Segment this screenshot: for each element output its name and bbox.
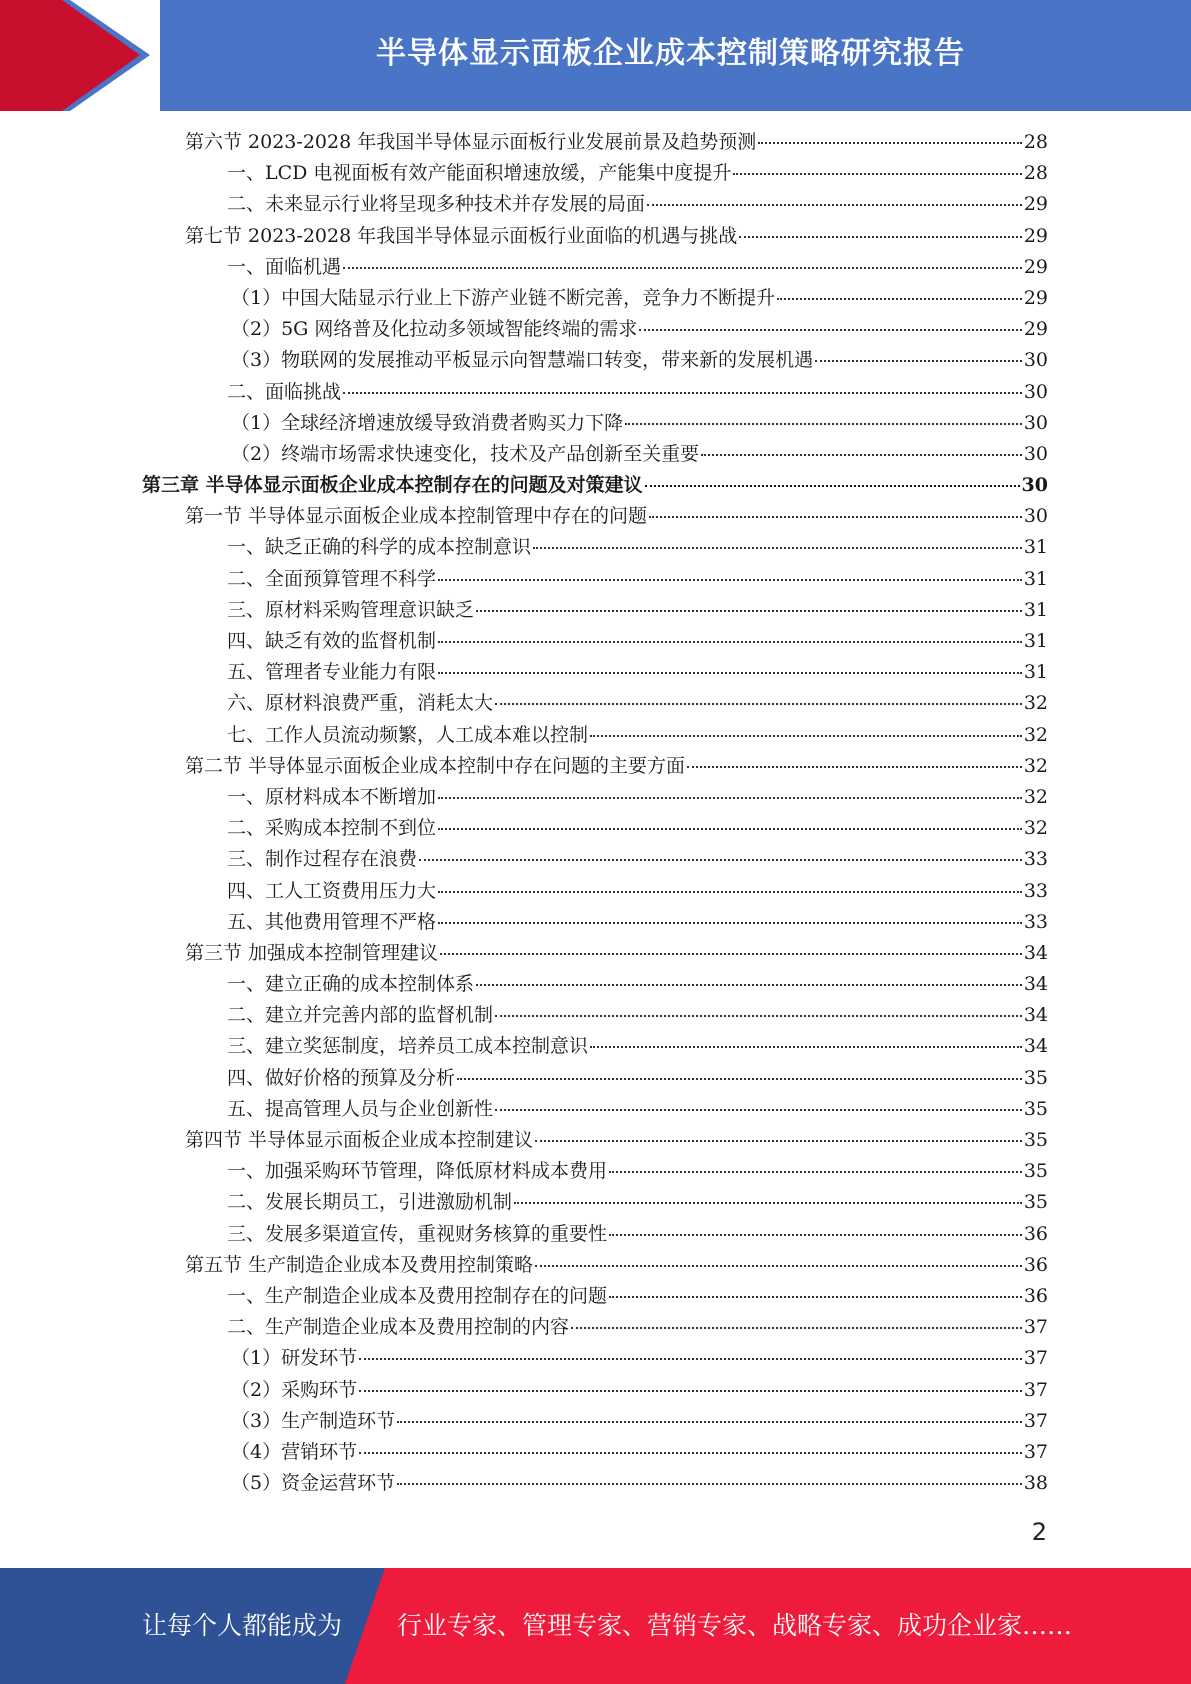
toc-entry-title: （5）资金运营环节 — [231, 1472, 396, 1495]
toc-entry-page: 28 — [1023, 162, 1048, 185]
toc-entry-page: 37 — [1023, 1378, 1048, 1401]
toc-entry-title: 二、全面预算管理不科学 — [227, 567, 437, 590]
toc-entry-title: 二、未来显示行业将呈现多种技术并存发展的局面 — [227, 193, 646, 216]
footer-slogan-right: 行业专家、管理专家、营销专家、战略专家、成功企业家…… — [397, 1611, 1073, 1640]
toc-dot-leader — [625, 422, 1022, 425]
toc-entry-page: 30 — [1023, 442, 1048, 465]
toc-entry-page: 30 — [1021, 474, 1048, 497]
toc-dot-leader — [758, 141, 1022, 144]
toc-entry-title: 第三节 加强成本控制管理建议 — [185, 941, 439, 964]
toc-dot-leader — [647, 203, 1022, 206]
toc-entry-page: 30 — [1023, 505, 1048, 528]
toc-entry-page: 34 — [1023, 973, 1048, 996]
toc-entry-page: 31 — [1023, 598, 1048, 621]
toc-entry[interactable] — [142, 127, 1048, 158]
toc-entry-page: 32 — [1023, 817, 1048, 840]
toc-dot-leader — [476, 609, 1022, 612]
toc-entry[interactable] — [142, 314, 1048, 345]
toc-entry-title: （2）5G 网络普及化拉动多领域智能终端的需求 — [231, 318, 638, 341]
toc-entry-title: 二、发展长期员工，引进激励机制 — [227, 1191, 513, 1214]
table-of-contents — [142, 127, 1048, 1499]
toc-dot-leader — [438, 921, 1022, 924]
toc-entry-title: （1）全球经济增速放缓导致消费者购买力下降 — [231, 411, 624, 434]
toc-dot-leader — [438, 827, 1022, 830]
toc-entry-page: 31 — [1023, 661, 1048, 684]
toc-entry[interactable] — [142, 751, 1048, 782]
toc-entry-page: 29 — [1023, 286, 1048, 309]
toc-entry[interactable] — [142, 501, 1048, 532]
toc-entry-page: 34 — [1023, 1004, 1048, 1027]
toc-entry-title: 三、原材料采购管理意识缺乏 — [227, 598, 475, 621]
toc-entry-page: 34 — [1023, 941, 1048, 964]
toc-entry-page: 29 — [1023, 193, 1048, 216]
toc-entry-title: 第五节 生产制造企业成本及费用控制策略 — [185, 1253, 534, 1276]
toc-entry-title: 第一节 半导体显示面板企业成本控制管理中存在的问题 — [185, 505, 648, 528]
toc-entry-title: （3）物联网的发展推动平板显示向智慧端口转变，带来新的发展机遇 — [231, 349, 814, 372]
toc-entry-title: （2）采购环节 — [231, 1378, 358, 1401]
toc-entry[interactable] — [142, 221, 1048, 252]
toc-dot-leader — [535, 1264, 1022, 1267]
toc-dot-leader — [419, 858, 1022, 861]
toc-entry-title: 一、面临机遇 — [227, 255, 342, 278]
toc-entry[interactable] — [142, 657, 1048, 688]
toc-entry-page: 35 — [1023, 1160, 1048, 1183]
toc-entry-page: 32 — [1023, 785, 1048, 808]
toc-entry-title: 六、原材料浪费严重，消耗太大 — [227, 692, 494, 715]
toc-entry-title: 四、缺乏有效的监督机制 — [227, 630, 437, 652]
toc-entry-page: 32 — [1023, 692, 1048, 715]
toc-entry-page: 36 — [1023, 1253, 1048, 1276]
toc-entry[interactable] — [142, 1000, 1048, 1031]
toc-entry[interactable] — [142, 1156, 1048, 1187]
toc-dot-leader — [535, 1139, 1022, 1142]
toc-dot-leader — [687, 765, 1022, 768]
toc-dot-leader — [438, 671, 1022, 674]
toc-dot-leader — [590, 734, 1022, 737]
toc-entry[interactable] — [142, 1468, 1048, 1499]
toc-dot-leader — [733, 172, 1021, 175]
toc-entry[interactable] — [142, 1031, 1048, 1062]
toc-entry-page: 29 — [1023, 255, 1048, 278]
toc-dot-leader — [645, 484, 1020, 487]
toc-entry-page: 37 — [1023, 1316, 1048, 1339]
toc-entry-title: 五、管理者专业能力有限 — [227, 661, 437, 684]
toc-dot-leader — [476, 983, 1022, 986]
toc-entry-title: 五、提高管理人员与企业创新性 — [227, 1097, 494, 1120]
toc-entry[interactable] — [142, 1406, 1048, 1437]
toc-entry[interactable] — [142, 1187, 1048, 1218]
toc-dot-leader — [514, 1201, 1022, 1204]
toc-entry[interactable] — [142, 876, 1048, 907]
toc-entry[interactable] — [142, 283, 1048, 314]
toc-entry-title: 一、生产制造企业成本及费用控制存在的问题 — [227, 1284, 608, 1307]
toc-entry[interactable] — [142, 158, 1048, 189]
toc-entry-page: 32 — [1023, 754, 1048, 777]
report-header — [0, 0, 1191, 111]
toc-entry-title: （1）中国大陆显示行业上下游产业链不断完善，竞争力不断提升 — [231, 286, 776, 309]
toc-entry-title: 第四节 半导体显示面板企业成本控制建议 — [185, 1129, 534, 1151]
page-number: 2 — [1031, 1518, 1047, 1546]
toc-dot-leader — [649, 515, 1022, 518]
toc-entry-title: 一、缺乏正确的科学的成本控制意识 — [227, 536, 532, 559]
toc-entry-title: 一、原材料成本不断增加 — [227, 785, 437, 808]
toc-dot-leader — [701, 453, 1022, 456]
toc-dot-leader — [495, 702, 1022, 705]
toc-entry-title: （1）研发环节 — [231, 1347, 358, 1370]
toc-entry-page: 37 — [1023, 1347, 1048, 1370]
toc-dot-leader — [609, 1170, 1022, 1173]
toc-entry-page: 38 — [1023, 1472, 1048, 1495]
toc-entry-page: 35 — [1023, 1097, 1048, 1120]
toc-entry[interactable] — [142, 1343, 1048, 1374]
toc-entry[interactable] — [142, 1219, 1048, 1250]
toc-entry[interactable] — [142, 252, 1048, 283]
toc-entry-title: 四、做好价格的预算及分析 — [227, 1066, 456, 1089]
toc-entry-title: 第七节 2023-2028 年我国半导体显示面板行业面临的机遇与挑战 — [185, 224, 738, 247]
toc-entry[interactable] — [142, 844, 1048, 875]
toc-entry[interactable] — [142, 470, 1048, 501]
toc-entry-page: 29 — [1023, 224, 1048, 247]
toc-entry-title: 四、工人工资费用压力大 — [227, 879, 437, 902]
toc-entry[interactable] — [142, 813, 1048, 844]
toc-dot-leader — [777, 297, 1022, 300]
toc-entry[interactable] — [142, 782, 1048, 813]
toc-entry[interactable] — [142, 1312, 1048, 1343]
toc-entry-title: （3）生产制造环节 — [231, 1409, 396, 1432]
toc-entry[interactable] — [142, 688, 1048, 719]
toc-entry-title: 一、LCD 电视面板有效产能面积增速放缓，产能集中度提升 — [227, 162, 732, 185]
toc-entry-title: 三、制作过程存在浪费 — [227, 848, 418, 871]
toc-dot-leader — [609, 1233, 1022, 1236]
toc-entry-page: 28 — [1023, 131, 1048, 153]
toc-dot-leader — [495, 1014, 1022, 1017]
toc-entry[interactable] — [142, 1437, 1048, 1468]
toc-entry[interactable] — [142, 938, 1048, 969]
toc-dot-leader — [438, 796, 1022, 799]
toc-entry[interactable] — [142, 595, 1048, 626]
toc-dot-leader — [343, 391, 1022, 394]
toc-entry[interactable] — [142, 532, 1048, 563]
report-title: 半导体显示面板企业成本控制策略研究报告 — [376, 36, 965, 71]
toc-entry-title: 二、采购成本控制不到位 — [227, 817, 437, 840]
toc-dot-leader — [533, 546, 1022, 549]
toc-entry[interactable] — [142, 907, 1048, 938]
toc-entry-page: 35 — [1023, 1129, 1048, 1151]
toc-entry-page: 33 — [1023, 910, 1048, 933]
toc-entry-title: 第三章 半导体显示面板企业成本控制存在的问题及对策建议 — [142, 474, 643, 497]
toc-entry-title: 一、建立正确的成本控制体系 — [227, 973, 475, 996]
toc-entry-page: 30 — [1023, 349, 1048, 372]
toc-entry-page: 36 — [1023, 1284, 1048, 1307]
toc-entry[interactable] — [142, 969, 1048, 1000]
toc-dot-leader — [571, 1326, 1022, 1329]
toc-dot-leader — [457, 1077, 1022, 1080]
toc-entry[interactable] — [142, 377, 1048, 408]
toc-entry[interactable] — [142, 1094, 1048, 1125]
toc-dot-leader — [397, 1420, 1022, 1423]
toc-entry[interactable] — [142, 1281, 1048, 1312]
toc-entry[interactable] — [142, 1375, 1048, 1406]
toc-entry-page: 30 — [1023, 380, 1048, 403]
toc-entry[interactable] — [142, 1125, 1048, 1156]
toc-dot-leader — [359, 1389, 1022, 1392]
toc-entry[interactable] — [142, 1063, 1048, 1094]
toc-entry-page: 33 — [1023, 879, 1048, 902]
toc-entry-page: 34 — [1023, 1035, 1048, 1058]
header-arrow-icon — [0, 0, 160, 111]
toc-entry-title: 第二节 半导体显示面板企业成本控制中存在问题的主要方面 — [185, 754, 686, 777]
toc-entry-page: 31 — [1023, 630, 1048, 652]
toc-dot-leader — [815, 359, 1022, 362]
toc-entry-page: 36 — [1023, 1222, 1048, 1245]
toc-entry-page: 31 — [1023, 567, 1048, 590]
toc-entry[interactable] — [142, 189, 1048, 220]
toc-dot-leader — [590, 1045, 1022, 1048]
toc-entry-title: 五、其他费用管理不严格 — [227, 910, 437, 933]
toc-entry-page: 35 — [1023, 1066, 1048, 1089]
toc-dot-leader — [359, 1451, 1022, 1454]
toc-entry-title: 二、生产制造企业成本及费用控制的内容 — [227, 1316, 570, 1339]
footer-slogan-left: 让每个人都能成为 — [142, 1611, 343, 1640]
toc-dot-leader — [438, 640, 1022, 643]
footer-banner — [0, 1568, 1191, 1684]
toc-entry-title: 第六节 2023-2028 年我国半导体显示面板行业发展前景及趋势预测 — [185, 131, 757, 153]
toc-entry-title: 三、建立奖惩制度，培养员工成本控制意识 — [227, 1035, 589, 1058]
toc-entry-page: 37 — [1023, 1440, 1048, 1463]
toc-dot-leader — [495, 1108, 1022, 1111]
toc-entry-title: （4）营销环节 — [231, 1440, 358, 1463]
toc-entry[interactable] — [142, 626, 1048, 657]
toc-dot-leader — [359, 1357, 1022, 1360]
toc-entry-page: 37 — [1023, 1409, 1048, 1432]
toc-entry[interactable] — [142, 408, 1048, 439]
toc-entry[interactable] — [142, 439, 1048, 470]
toc-dot-leader — [397, 1482, 1022, 1485]
toc-dot-leader — [639, 328, 1021, 331]
toc-entry-title: 二、面临挑战 — [227, 380, 342, 403]
toc-entry-page: 35 — [1023, 1191, 1048, 1214]
toc-entry-page: 33 — [1023, 848, 1048, 871]
toc-entry[interactable] — [142, 345, 1048, 376]
toc-entry-title: 七、工作人员流动频繁，人工成本难以控制 — [227, 723, 589, 746]
toc-entry-title: 二、建立并完善内部的监督机制 — [227, 1004, 494, 1027]
toc-entry-page: 31 — [1023, 536, 1048, 559]
toc-entry[interactable] — [142, 564, 1048, 595]
toc-entry-title: （2）终端市场需求快速变化，技术及产品创新至关重要 — [231, 442, 700, 465]
toc-dot-leader — [438, 578, 1022, 581]
toc-dot-leader — [343, 266, 1022, 269]
toc-entry-title: 三、发展多渠道宣传，重视财务核算的重要性 — [227, 1222, 608, 1245]
toc-dot-leader — [440, 952, 1022, 955]
toc-entry-page: 29 — [1023, 318, 1048, 341]
toc-dot-leader — [739, 235, 1022, 238]
toc-dot-leader — [438, 890, 1022, 893]
toc-entry-title: 一、加强采购环节管理，降低原材料成本费用 — [227, 1160, 608, 1183]
toc-entry-page: 32 — [1023, 723, 1048, 746]
toc-entry[interactable] — [142, 720, 1048, 751]
toc-entry[interactable] — [142, 1250, 1048, 1281]
toc-entry-page: 30 — [1023, 411, 1048, 434]
toc-dot-leader — [609, 1295, 1022, 1298]
